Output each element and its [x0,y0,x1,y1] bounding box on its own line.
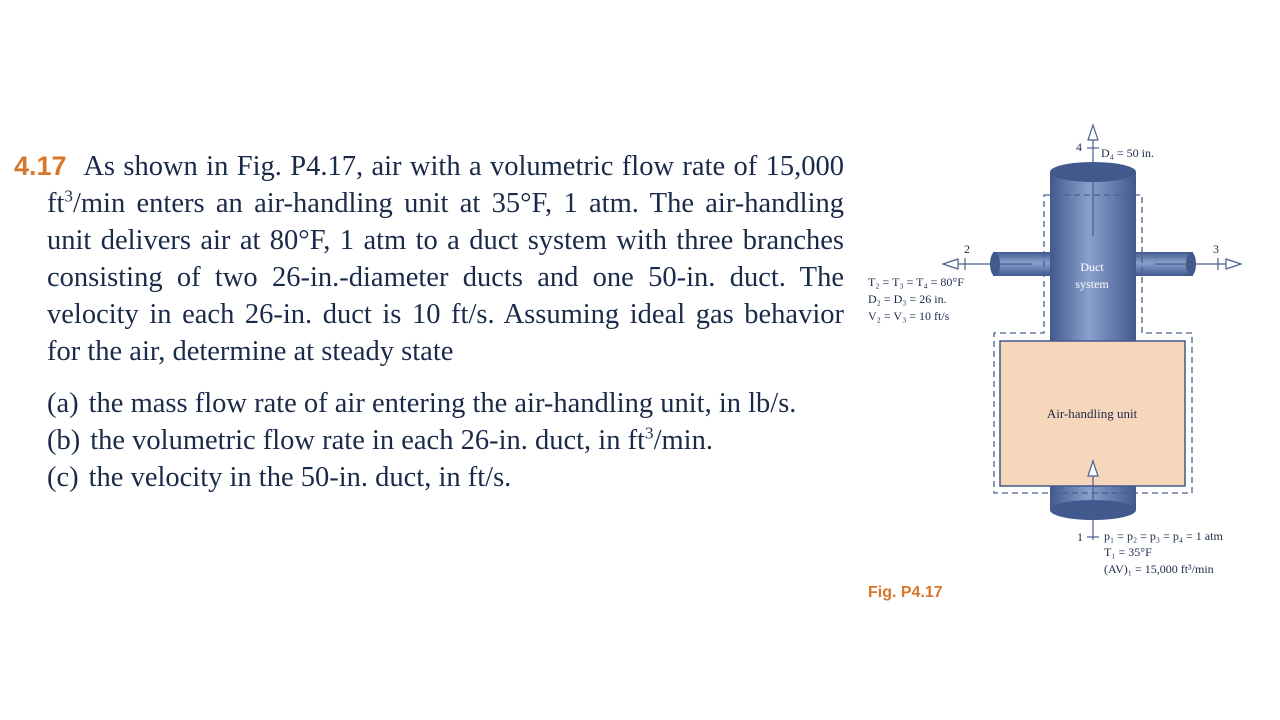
conditions-bottom-1: p₁ = p₂ = p₃ = p₄ = 1 atm [1104,529,1223,543]
part-b-label: (b) [47,425,81,456]
part-b-text: the volumetric flow rate in each 26-in. duct, in ft [90,425,646,456]
station-3-label: 3 [1213,242,1219,256]
superscript-3: 3 [64,186,73,206]
part-b [47,422,844,459]
d4-label: D₄ = 50 in. [1101,146,1154,160]
part-a-text: the mass flow rate of air entering the air-handling unit, in lb/s. [88,388,797,419]
problem-text-2: /min enters an air-handling unit at 35°F, 1 atm. The air-handling unit delivers air at 80°F, 1 atm to a duct system with three branches consisting of two 26-in.-diameter ducts and one 50-in. duct. The velocity in each 26-in. duct is 10 ft/s. Assuming ideal gas behavior for the air, determine at steady state [47,188,844,367]
station-2-label: 2 [964,242,970,256]
figure-caption: Fig. P4.17 [868,584,943,601]
part-a [47,385,844,422]
problem-paragraph [14,148,844,370]
part-b-tail: /min. [653,425,713,456]
problem-number: 4.17 [14,151,67,181]
station-4-label: 4 [1076,140,1082,154]
problem-text-1: As shown in Fig. P4.17, air with a volumetric flow rate of 15,000 ft [47,151,845,219]
problem-parts [14,385,844,496]
conditions-left-1: T₂ = T₃ = T₄ = 80°F [868,275,964,289]
part-a-label: (a) [47,388,79,419]
duct-system-label-1: Duct [1080,260,1104,274]
figure-p4-17 [860,115,1270,595]
part-c-label: (c) [47,462,79,493]
station-1-label: 1 [1077,530,1083,544]
conditions-left-3: V₂ = V₃ = 10 ft/s [868,309,950,323]
ahu-label: Air-handling unit [1046,406,1138,421]
part-b-superscript: 3 [645,423,654,443]
part-c [47,459,844,496]
part-c-text: the velocity in the 50-in. duct, in ft/s. [88,462,512,493]
problem-statement [14,148,844,496]
duct-system-label-2: system [1075,277,1109,291]
conditions-left-2: D₂ = D₃ = 26 in. [868,292,947,306]
conditions-bottom-3: (AV)₁ = 15,000 ft³/min [1104,562,1214,576]
conditions-bottom-2: T₁ = 35°F [1104,545,1152,559]
